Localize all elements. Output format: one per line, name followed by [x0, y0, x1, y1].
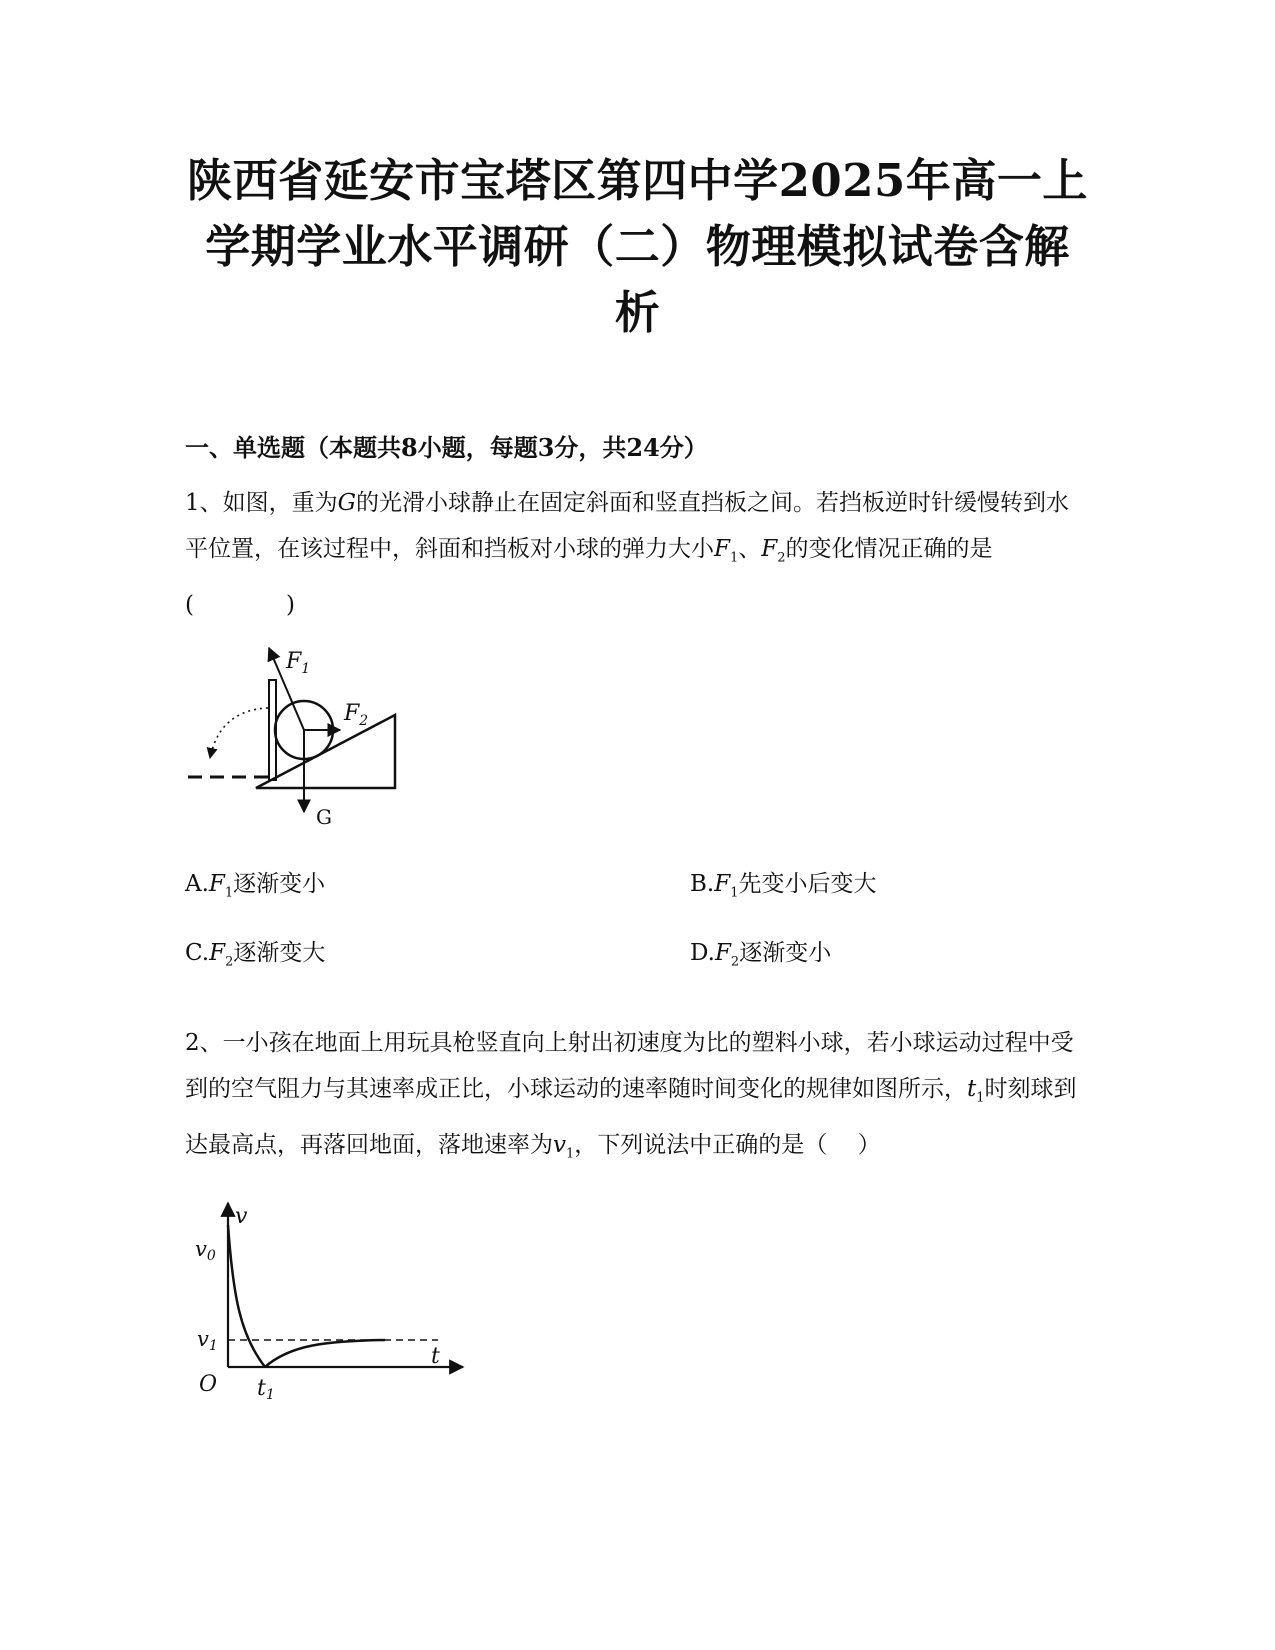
q2-figure — [195, 1195, 485, 1400]
section-heading: 一、单选题（本题共8小题，每题3分，共24分） — [185, 433, 708, 462]
option-b[interactable]: $B.F_1$先变小后变大 — [690, 871, 877, 901]
option-d[interactable]: $D.F_2$逐渐变小 — [690, 940, 832, 970]
title-line-3: 析 — [614, 286, 661, 339]
document-title — [150, 148, 1125, 346]
q2-var-v1: $v_1$ — [553, 1131, 575, 1162]
label-v0: v0 — [195, 1237, 216, 1264]
f1-label: $F_1$ — [286, 649, 311, 677]
label-v1: v1 — [197, 1327, 218, 1354]
q1-var-g: G — [337, 490, 357, 516]
rotation-arc — [210, 708, 268, 758]
label-v: v — [235, 1204, 248, 1229]
q2-text-b: 时刻球到达最高点，再落回地面，落地速率为 — [185, 1076, 1077, 1158]
option-a[interactable]: $A.F_1$逐渐变小 — [185, 871, 326, 901]
rising-phase-curve — [228, 1225, 265, 1367]
label-origin: O — [199, 1372, 218, 1397]
q1-sep: 、 — [738, 536, 762, 562]
question-2-text — [185, 1020, 1085, 1177]
q1-text-a: 1、如图，重为 — [185, 490, 338, 516]
q2-text-c: ，下列说法中正确的是（ ） — [574, 1131, 881, 1158]
option-c[interactable]: $C.F_2$逐渐变大 — [185, 940, 326, 970]
q1-var-f1: $F_1$ — [714, 536, 739, 566]
label-t1: t1 — [257, 1376, 275, 1400]
f2-label: $F_2$ — [344, 701, 369, 729]
question-1-text — [185, 480, 1085, 628]
q2-var-t1: $t_1$ — [967, 1076, 985, 1106]
title-line-2: 学期学业水平调研（二）物理模拟试卷含解 — [205, 220, 1070, 273]
q1-text-b: 的光滑小球静止在固定斜面和竖直挡板之间。若挡板逆时针缓慢转到水平位置，在该过程中，斜面和挡板对小球的弹力大小 — [185, 490, 1070, 562]
label-t: t — [431, 1344, 440, 1369]
title-line-1: 陕西省延安市宝塔区第四中学2025年高一上 — [187, 154, 1088, 207]
g-label: G — [316, 805, 332, 829]
falling-phase-curve — [265, 1340, 385, 1367]
q1-var-f2: $F_2$ — [761, 536, 786, 566]
q2-text-a: 2、一小孩在地面上用玩具枪竖直向上射出初速度为比的塑料小球，若小球运动过程中受到的空气阻力与其速率成正比，小球运动的速率随时间变化的规律如图所示， — [185, 1030, 1074, 1102]
q1-figure — [180, 640, 440, 840]
q1-text-c: 的变化情况正确的是( ) — [185, 536, 993, 618]
